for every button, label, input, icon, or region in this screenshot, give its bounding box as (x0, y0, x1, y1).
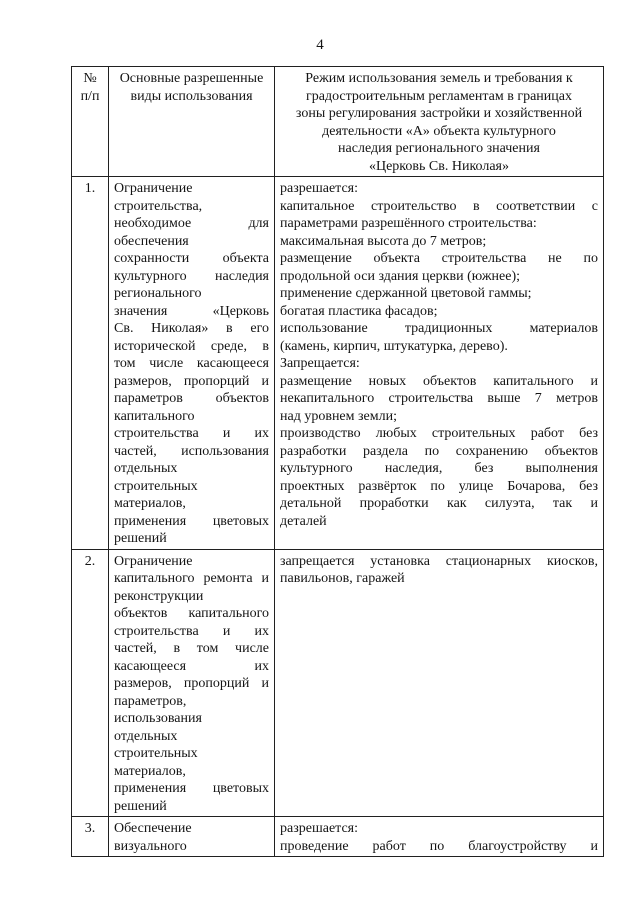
permitted-use-line: параметров объектов (114, 391, 269, 406)
regulations-table (71, 66, 604, 857)
permitted-use-line: строительства и их (114, 426, 269, 441)
header-regime-line: Режим использования земель и требования к (305, 71, 573, 86)
permitted-use-line: обеспечения (114, 233, 189, 249)
table-header-row (72, 67, 604, 177)
regime-line: (камень, кирпич, штукатурка, дерево). (280, 338, 508, 354)
regime-line: разрешается: (280, 821, 358, 836)
regime-line: продольной оси здания церкви (южнее); (280, 268, 521, 284)
permitted-use-line: строительства, (114, 198, 203, 214)
permitted-use-line: касающееся их (114, 658, 269, 674)
permitted-use-line: исторической среде, в (114, 338, 269, 354)
permitted-use-line: применения цветовых (114, 513, 269, 529)
header-land-use-regime (275, 67, 604, 177)
permitted-use-cell (109, 817, 275, 857)
regime-cell (275, 817, 604, 857)
regime-line: павильонов, гаражей (280, 571, 405, 586)
permitted-use-line: культурного наследия (114, 268, 269, 284)
regime-line: разработки раздела по сохранению объектов (280, 443, 598, 459)
regime-line: проведение работ по благоустройству и (280, 838, 598, 854)
regime-cell (275, 549, 604, 817)
regime-line: производство любых строительных работ без (280, 426, 598, 441)
regime-cell (275, 177, 604, 550)
permitted-use-line: реконструкции (114, 588, 204, 604)
regime-line: максимальная высота до 7 метров; (280, 233, 487, 249)
regime-line: некапитального строительства выше 7 метров (280, 391, 598, 406)
permitted-use-line: капитального (114, 408, 195, 424)
permitted-use-line: визуального (114, 838, 187, 854)
row-number: 3. (72, 817, 109, 857)
header-number: № п/п (72, 67, 109, 177)
permitted-use-line: Св. Николая» в его (114, 321, 269, 336)
permitted-use-line: строительных (114, 478, 198, 494)
row-number: 2. (72, 549, 109, 817)
regime-line: применение сдержанной цветовой гаммы; (280, 286, 532, 301)
permitted-use-cell (109, 177, 275, 550)
regime-line: деталей (280, 513, 327, 529)
permitted-use-line: регионального (114, 286, 202, 301)
regime-line: размещение объекта строительства не по (280, 251, 598, 266)
permitted-use-line: материалов, (114, 496, 186, 511)
permitted-use-line: отдельных (114, 728, 178, 744)
permitted-use-line: использования (114, 711, 202, 726)
permitted-use-line: параметров, (114, 693, 187, 709)
permitted-use-cell (109, 549, 275, 817)
permitted-use-line: объектов капитального (114, 606, 269, 621)
permitted-use-line: сохранности объекта (114, 251, 269, 266)
regime-line: детальной проработки как силуэта, так и (280, 496, 598, 511)
permitted-use-line: отдельных (114, 461, 178, 476)
regime-line: разрешается: (280, 181, 358, 196)
page-number: 4 (316, 37, 324, 53)
header-regime-line: «Церковь Св. Николая» (368, 158, 509, 174)
permitted-use-line: капитального ремонта и (114, 571, 269, 586)
regime-line: культурного наследия, без выполнения (280, 461, 598, 476)
header-regime-line: деятельности «А» объекта культурного (322, 123, 556, 139)
table-row (72, 177, 604, 550)
regime-line: параметрами разрешённого строительства: (280, 216, 537, 231)
permitted-use-line: значения «Церковь (114, 303, 269, 319)
permitted-use-line: частей, в том числе (114, 641, 269, 656)
permitted-use-line: том числе касающееся (114, 356, 269, 371)
table-row (72, 817, 604, 857)
permitted-use-line: решений (114, 798, 167, 814)
header-regime-line: градостроительным регламентам в границах (305, 88, 572, 104)
permitted-use-line: размеров, пропорций и (114, 676, 269, 691)
permitted-use-line: строительных (114, 746, 198, 761)
table-body (72, 177, 604, 857)
permitted-use-line: Ограничение (114, 553, 193, 569)
permitted-use-line: частей, использования (114, 443, 269, 459)
table-row (72, 549, 604, 817)
permitted-use-line: размеров, пропорций и (114, 373, 269, 389)
regime-line: использование традиционных материалов (280, 321, 598, 336)
regime-line: размещение новых объектов капитального и (280, 373, 598, 389)
regime-line: богатая пластика фасадов; (280, 303, 438, 319)
regime-line: капитальное строительство в соответствии с (280, 198, 598, 214)
row-number: 1. (72, 177, 109, 550)
permitted-use-line: Обеспечение (114, 821, 192, 836)
permitted-use-line: строительства и их (114, 623, 269, 639)
permitted-use-line: решений (114, 531, 167, 546)
header-permitted-uses: Основные разрешенные виды использования (109, 67, 275, 177)
regime-line: Запрещается: (280, 356, 360, 371)
permitted-use-line: применения цветовых (114, 781, 269, 796)
header-regime-line: зоны регулирования застройки и хозяйственной (295, 106, 583, 121)
permitted-use-line: необходимое для (114, 216, 269, 231)
regime-line: над уровнем земли; (280, 408, 397, 424)
permitted-use-line: Ограничение (114, 181, 193, 196)
regime-line: проектных развёрток по улице Бочарова, без (280, 478, 598, 494)
regime-line: запрещается установка стационарных киосков, (280, 553, 598, 569)
header-regime-line: наследия регионального значения (338, 141, 540, 156)
permitted-use-line: материалов, (114, 763, 186, 779)
